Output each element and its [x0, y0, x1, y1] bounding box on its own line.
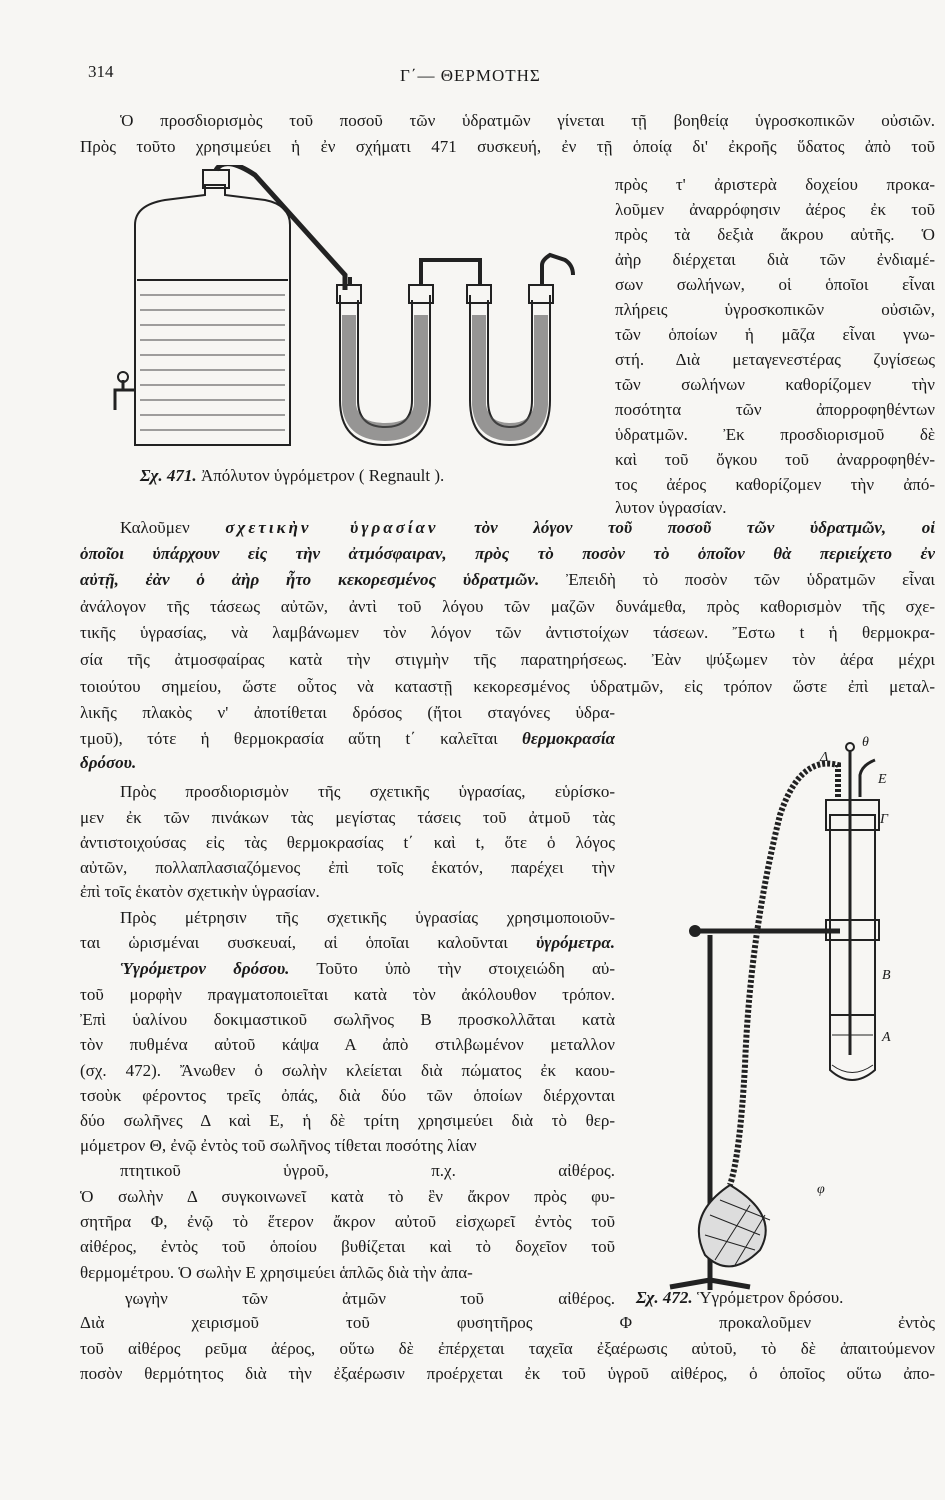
- text-line: [615, 174, 935, 196]
- emphasis-text: ὁποῖοι ὑπάρχουν εἰς τὴν ἀτμόσφαιραν, πρὸς τὸ ποσὸν τὸ ὁποῖον θὰ περιείχετο ἐν: [80, 544, 935, 563]
- emphasis-text: αὐτῇ, ἐὰν ὁ ἀὴρ ἦτο κεκορεσμένος ὑδρατμῶν.: [80, 570, 540, 589]
- text-line: [615, 299, 935, 321]
- emphasis-text: τὸν λόγον τοῦ ποσοῦ τῶν ὑδρατμῶν, οἱ: [438, 518, 935, 537]
- text-line: [80, 1034, 615, 1056]
- running-title: Γ΄— ΘΕΡΜΟΤΗΣ: [400, 66, 541, 85]
- text-line: [615, 374, 935, 396]
- text-line: [120, 781, 615, 803]
- text-line: [80, 1186, 615, 1208]
- text-line: [80, 857, 615, 879]
- text-line: [615, 449, 935, 471]
- label-alpha: A: [882, 1030, 891, 1045]
- text-segment: Τοῦτο ὑπὸ τὴν στοιχειώδη αὐ-: [289, 959, 615, 978]
- text-segment: αὐτῶν, πολλαπλασιαζόμενος ἐπὶ τοῖς ἑκατόν, παρέχει τὴν: [80, 858, 615, 877]
- text-line: [80, 1085, 615, 1107]
- text-segment: Ὁ προσδιορισμὸς τοῦ ποσοῦ τῶν ὑδρατμῶν γίνεται τῇ βοηθείᾳ ὑγροσκοπικῶν οὐσιῶν.: [120, 111, 935, 130]
- emphasis-text: Ὑγρόμετρον δρόσου.: [120, 959, 290, 978]
- text-line: [80, 1312, 935, 1334]
- text-segment: ὑδρατμῶν. Ἐκ προσδιορισμοῦ δὲ: [615, 425, 935, 444]
- page-number: 314: [88, 62, 114, 81]
- text-line: [80, 702, 615, 724]
- text-line: [80, 1211, 615, 1233]
- text-segment: Πρὸς μέτρησιν τῆς σχετικῆς ὑγρασίας χρησιμοποιοῦν-: [120, 908, 615, 927]
- text-line: [80, 752, 615, 774]
- text-segment: στή. Διὰ μεταγενεστέρας ζυγίσεως: [615, 350, 935, 369]
- text-segment: τμοῦ), τότε ἡ θερμοκρασία αὕτη t΄ καλεῖται: [80, 729, 523, 748]
- text-segment: τικῆς ὑγρασίας, νὰ λαμβάνωμεν τὸν λόγον τῶν ἀντιστοίχων τάσεων. Ἔστω t ἡ θερμοκρα-: [80, 623, 935, 642]
- text-line: [615, 474, 935, 496]
- text-line: [80, 649, 935, 671]
- text-segment: δύο σωλῆνες Δ καὶ Ε, ἡ δὲ τρίτη χρησιμεύει διὰ τὸ θερ-: [80, 1111, 615, 1130]
- text-segment: ἀνάλογον τῆς τάσεως αὐτῶν, ἀντὶ τοῦ λόγου τῶν μαζῶν δυνάμεθα, πρὸς καθορισμὸν τῆς σχε-: [80, 597, 935, 616]
- text-segment: λικῆς πλακὸς ν' ἀποτίθεται δρόσος (ἤτοι σταγόνες ὑδρα-: [80, 703, 615, 722]
- text-line: [80, 881, 615, 903]
- text-segment: λοῦμεν ἀναρρόφησιν ἀέρος ἐκ τοῦ: [615, 200, 935, 219]
- text-segment: ποσότητα τῶν ἀπορροφηθέντων: [615, 400, 935, 419]
- text-line: [80, 1338, 935, 1360]
- text-segment: Διὰ χειρισμοῦ τοῦ φυσητῆρος Φ προκαλοῦμεν ἐντὸς: [80, 1313, 935, 1332]
- text-line: [80, 1060, 615, 1082]
- text-line: [120, 907, 615, 929]
- text-line: [80, 728, 615, 750]
- figure-472-label: Σχ. 472.: [636, 1288, 693, 1307]
- emphasis-text: σχετικὴν ὑγρασίαν: [225, 518, 439, 537]
- text-line: [615, 424, 935, 446]
- text-line: [80, 543, 935, 565]
- text-line: [120, 1160, 615, 1182]
- text-line: [80, 569, 935, 591]
- text-line: [615, 497, 935, 519]
- label-beta: B: [882, 968, 891, 983]
- figure-472-caption: [636, 1288, 843, 1308]
- emphasis-text: θερμοκρασία: [522, 729, 615, 748]
- text-segment: τῶν ὁποίων ἡ μᾶζα εἶναι γνω-: [615, 325, 935, 344]
- figure-471-apparatus: [95, 165, 605, 465]
- text-line: [615, 224, 935, 246]
- text-segment: Πρὸς τοῦτο χρησιμεύει ἡ ἐν σχήματι 471 συσκευή, ἐν τῇ ὁποίᾳ δι' ἐκροῆς ὕδατος ἀπὸ τοῦ: [80, 137, 935, 156]
- figure-471-caption: [140, 466, 444, 486]
- text-line: [80, 1009, 615, 1031]
- text-line: [80, 832, 615, 854]
- text-line: [80, 1110, 615, 1132]
- text-segment: σητῆρα Φ, ἐνῷ τὸ ἕτερον ἄκρον αὐτοῦ εἰσχωρεῖ ἐντὸς τοῦ: [80, 1212, 615, 1231]
- text-segment: ἀντιστοιχούσας εἰς τὰς θερμοκρασίας t΄ καὶ t, ὅτε ὁ λόγος: [80, 833, 615, 852]
- text-segment: τοιούτου σημείου, ὥστε οὗτος νὰ καταστῇ κεκορεσμένος ὑδρατμῶν, εἰς τρόπον ὥστε ἐπὶ μεταλ-: [80, 677, 935, 696]
- text-line: [615, 399, 935, 421]
- text-segment: σία τῆς ἀτμοσφαίρας κατὰ τὴν στιγμὴν τῆς παρατηρήσεως. Ἐὰν ψύξωμεν τὸν ἀέρα μέχρι: [80, 650, 935, 669]
- text-segment: ται ὡρισμέναι συσκευαί, αἱ ὁποῖαι καλοῦνται: [80, 933, 536, 952]
- emphasis-text: ὑγρόμετρα.: [535, 933, 615, 952]
- text-line: [80, 984, 615, 1006]
- text-line: [615, 274, 935, 296]
- text-segment: μεν ἐκ τῶν πινάκων τὰς μεγίστας τάσεις τοῦ ἀτμοῦ τὰς: [80, 808, 615, 827]
- text-line: [615, 249, 935, 271]
- emphasis-text: δρόσου.: [80, 753, 137, 772]
- text-line: [125, 1288, 615, 1310]
- figure-471-caption-text: Ἀπόλυτον ὑγρόμετρον ( Regnault ).: [196, 466, 445, 485]
- text-segment: ἐπὶ τοῖς ἑκατὸν σχετικὴν ὑγρασίαν.: [80, 882, 320, 901]
- text-segment: τος ἀέρος καθορίζομεν τὴν ἀπό-: [615, 475, 935, 494]
- text-line: [80, 1236, 615, 1258]
- text-segment: πτητικοῦ ὑγροῦ, π.χ. αἰθέρος.: [120, 1161, 615, 1180]
- text-segment: καὶ τοῦ ὄγκου τοῦ ἀναρροφηθέν-: [615, 450, 935, 469]
- text-segment: τῶν σωλήνων καθορίζομεν τὴν: [615, 375, 935, 394]
- text-segment: τοῦ μορφὴν πραγματοποιεῖται κατὰ τὸν ἀκόλουθον τρόπον.: [80, 985, 615, 1004]
- text-segment: αἰθέρος, ἐντὸς τοῦ ὁποίου βυθίζεται καὶ τὸ δοχεῖον τοῦ: [80, 1237, 615, 1256]
- text-segment: λυτον ὑγρασίαν.: [615, 498, 727, 517]
- text-line: [80, 1363, 935, 1385]
- text-line: [120, 958, 615, 980]
- text-line: [80, 1135, 615, 1157]
- text-segment: Ἐπὶ ὑαλίνου δοκιμαστικοῦ σωλῆνος Β προσκολλᾶται κατὰ: [80, 1010, 615, 1029]
- text-segment: ἀὴρ διέρχεται διὰ τῶν ἐνδιαμέ-: [615, 250, 935, 269]
- text-segment: τοῦ αἰθέρος ρεῦμα ἀέρος, οὕτω δὲ ἐπέρχεται ταχεῖα ἐξαέρωσις αὐτοῦ, τὸ δὲ ἀπαιτούμενον: [80, 1339, 935, 1358]
- text-segment: θερμομέτρου. Ὁ σωλὴν Ε χρησιμεύει ἁπλῶς διὰ τὴν ἀπα-: [80, 1263, 473, 1282]
- text-line: [615, 349, 935, 371]
- text-line: [615, 199, 935, 221]
- text-line: [120, 517, 935, 539]
- text-segment: (σχ. 472). Ἄνωθεν ὁ σωλὴν κλείεται διὰ πώματος ἐκ καου-: [80, 1061, 615, 1080]
- text-line: [80, 1262, 615, 1284]
- text-line: [80, 596, 935, 618]
- text-line: [80, 676, 935, 698]
- text-line: [80, 622, 935, 644]
- text-segment: Ὁ σωλὴν Δ συγκοινωνεῖ κατὰ τὸ ἓν ἄκρον πρὸς φυ-: [80, 1187, 615, 1206]
- text-line: [615, 324, 935, 346]
- text-segment: μόμετρον Θ, ἐνῷ ἐντὸς τοῦ σωλῆνος τίθεται ποσότης λίαν: [80, 1136, 477, 1155]
- text-line: [120, 110, 935, 132]
- text-segment: τσοὺκ φέροντος τρεῖς ὀπάς, διὰ δύο τῶν ὁποίων διέρχονται: [80, 1086, 615, 1105]
- text-line: [80, 136, 935, 158]
- text-line: [80, 807, 615, 829]
- text-segment: Πρὸς προσδιορισμὸν τῆς σχετικῆς ὑγρασίας, εὑρίσκο-: [120, 782, 615, 801]
- figure-472-caption-text: Ὑγρόμετρον δρόσου.: [692, 1288, 844, 1307]
- figure-472-dew-hygrometer: [650, 735, 940, 1295]
- text-segment: σων σωλήνων, οἱ ὁποῖοι εἶναι: [615, 275, 935, 294]
- figure-471-label: Σχ. 471.: [140, 466, 197, 485]
- label-delta: Δ: [820, 750, 829, 765]
- text-segment: Καλοῦμεν: [120, 518, 226, 537]
- label-theta: θ: [862, 735, 869, 750]
- text-segment: ποσὸν θερμότητος διὰ τὴν ἐξαέρωσιν προέρχεται ἐκ τοῦ ὑγροῦ αἰθέρος, ὁ ὁποῖος οὕτω ἀπο-: [80, 1364, 935, 1383]
- label-phi: φ: [817, 1182, 825, 1197]
- text-segment: τὸν πυθμένα αὐτοῦ κάψα Α ἀπὸ στιλβωμένον μεταλλον: [80, 1035, 615, 1054]
- text-segment: Ἐπειδὴ τὸ ποσὸν τῶν ὑδρατμῶν εἶναι: [539, 570, 935, 589]
- text-line: [80, 932, 615, 954]
- text-segment: γωγὴν τῶν ἀτμῶν τοῦ αἰθέρος.: [125, 1289, 615, 1308]
- label-gamma: Γ: [880, 812, 888, 827]
- text-segment: πρὸς τὰ δεξιὰ ἄκρου αὐτῆς. Ὁ: [615, 225, 935, 244]
- text-segment: πλήρεις ὑγροσκοπικῶν οὐσιῶν,: [615, 300, 935, 319]
- label-epsilon: E: [878, 772, 887, 787]
- text-segment: πρὸς τ' ἀριστερὰ δοχείου προκα-: [615, 175, 935, 194]
